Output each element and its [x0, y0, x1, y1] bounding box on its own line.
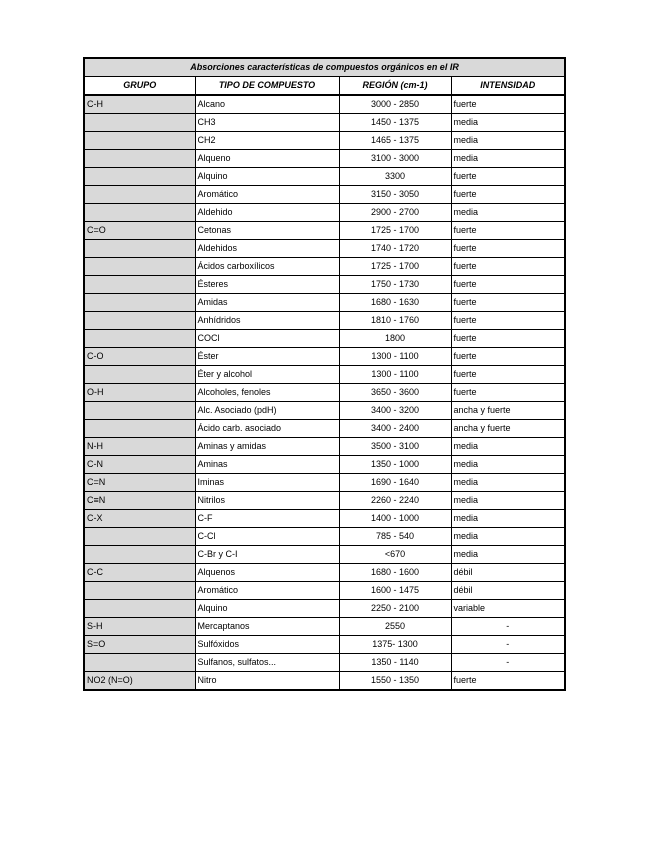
- cell-tipo: Sulfanos, sulfatos...: [195, 654, 339, 672]
- cell-region: 1465 - 1375: [339, 132, 451, 150]
- cell-region: 1300 - 1100: [339, 366, 451, 384]
- cell-intensidad: fuerte: [451, 384, 565, 402]
- ir-absorption-table: [83, 57, 566, 691]
- cell-intensidad: -: [451, 636, 565, 654]
- cell-grupo: C≡N: [84, 492, 195, 510]
- cell-tipo: Amidas: [195, 294, 339, 312]
- cell-tipo: Nitro: [195, 672, 339, 691]
- cell-tipo: CH3: [195, 114, 339, 132]
- cell-intensidad: fuerte: [451, 258, 565, 276]
- cell-intensidad: -: [451, 618, 565, 636]
- header-region: REGIÓN (cm-1): [339, 77, 451, 96]
- table-row: [84, 276, 565, 294]
- cell-grupo: S=O: [84, 636, 195, 654]
- cell-region: 3300: [339, 168, 451, 186]
- cell-intensidad: -: [451, 654, 565, 672]
- table-title-row: [84, 58, 565, 77]
- cell-grupo: [84, 186, 195, 204]
- cell-tipo: Aminas: [195, 456, 339, 474]
- cell-grupo: [84, 168, 195, 186]
- cell-tipo: Alc. Asociado (pdH): [195, 402, 339, 420]
- cell-region: 2260 - 2240: [339, 492, 451, 510]
- cell-region: 2900 - 2700: [339, 204, 451, 222]
- cell-grupo: [84, 402, 195, 420]
- table-row: [84, 95, 565, 114]
- table-row: [84, 168, 565, 186]
- cell-intensidad: media: [451, 132, 565, 150]
- table-row: [84, 420, 565, 438]
- cell-grupo: C-C: [84, 564, 195, 582]
- cell-region: 3400 - 3200: [339, 402, 451, 420]
- cell-intensidad: fuerte: [451, 672, 565, 691]
- cell-grupo: [84, 528, 195, 546]
- cell-tipo: Éster: [195, 348, 339, 366]
- table-row: [84, 564, 565, 582]
- cell-tipo: Alqueno: [195, 150, 339, 168]
- table-row: [84, 186, 565, 204]
- cell-region: 1300 - 1100: [339, 348, 451, 366]
- header-tipo: TIPO DE COMPUESTO: [195, 77, 339, 96]
- table-body: [84, 95, 565, 690]
- cell-grupo: N-H: [84, 438, 195, 456]
- cell-region: 1680 - 1630: [339, 294, 451, 312]
- cell-grupo: C-O: [84, 348, 195, 366]
- cell-tipo: Aromático: [195, 582, 339, 600]
- cell-region: 1690 - 1640: [339, 474, 451, 492]
- cell-intensidad: fuerte: [451, 240, 565, 258]
- cell-tipo: Ácido carb. asociado: [195, 420, 339, 438]
- table-row: [84, 654, 565, 672]
- cell-region: 1740 - 1720: [339, 240, 451, 258]
- cell-intensidad: media: [451, 114, 565, 132]
- table-row: [84, 636, 565, 654]
- cell-tipo: C-Br y C-I: [195, 546, 339, 564]
- cell-intensidad: media: [451, 474, 565, 492]
- table-row: [84, 240, 565, 258]
- cell-intensidad: fuerte: [451, 186, 565, 204]
- cell-tipo: C-Cl: [195, 528, 339, 546]
- table-row: [84, 294, 565, 312]
- cell-grupo: NO2 (N=O): [84, 672, 195, 691]
- cell-tipo: Mercaptanos: [195, 618, 339, 636]
- table-row: [84, 222, 565, 240]
- cell-region: 1725 - 1700: [339, 222, 451, 240]
- cell-grupo: [84, 582, 195, 600]
- cell-intensidad: fuerte: [451, 168, 565, 186]
- cell-region: 1350 - 1000: [339, 456, 451, 474]
- table-row: [84, 204, 565, 222]
- table-row: [84, 546, 565, 564]
- cell-grupo: [84, 258, 195, 276]
- cell-grupo: [84, 366, 195, 384]
- cell-grupo: [84, 150, 195, 168]
- table-row: [84, 582, 565, 600]
- cell-grupo: [84, 330, 195, 348]
- cell-tipo: Aminas y amidas: [195, 438, 339, 456]
- cell-intensidad: variable: [451, 600, 565, 618]
- cell-tipo: Alquenos: [195, 564, 339, 582]
- cell-region: 3400 - 2400: [339, 420, 451, 438]
- cell-tipo: Éter y alcohol: [195, 366, 339, 384]
- cell-intensidad: fuerte: [451, 366, 565, 384]
- cell-tipo: C-F: [195, 510, 339, 528]
- cell-intensidad: media: [451, 150, 565, 168]
- cell-region: 3000 - 2850: [339, 95, 451, 114]
- table-row: [84, 510, 565, 528]
- cell-intensidad: media: [451, 510, 565, 528]
- table-row: [84, 474, 565, 492]
- cell-region: 1400 - 1000: [339, 510, 451, 528]
- cell-region: 1750 - 1730: [339, 276, 451, 294]
- table-row: [84, 438, 565, 456]
- cell-grupo: O-H: [84, 384, 195, 402]
- table-row: [84, 600, 565, 618]
- header-intensidad: INTENSIDAD: [451, 77, 565, 96]
- cell-intensidad: fuerte: [451, 294, 565, 312]
- table-row: [84, 150, 565, 168]
- cell-grupo: [84, 132, 195, 150]
- cell-intensidad: media: [451, 438, 565, 456]
- cell-region: 1725 - 1700: [339, 258, 451, 276]
- header-grupo: GRUPO: [84, 77, 195, 96]
- table-row: [84, 618, 565, 636]
- cell-grupo: [84, 114, 195, 132]
- cell-region: 3100 - 3000: [339, 150, 451, 168]
- table-row: [84, 528, 565, 546]
- cell-tipo: Aldehido: [195, 204, 339, 222]
- cell-region: 1800: [339, 330, 451, 348]
- cell-grupo: [84, 204, 195, 222]
- cell-region: 3150 - 3050: [339, 186, 451, 204]
- table-row: [84, 366, 565, 384]
- cell-tipo: Alcano: [195, 95, 339, 114]
- table-row: [84, 402, 565, 420]
- table-row: [84, 492, 565, 510]
- table-row: [84, 258, 565, 276]
- cell-grupo: [84, 600, 195, 618]
- cell-tipo: Nitrilos: [195, 492, 339, 510]
- cell-tipo: Ésteres: [195, 276, 339, 294]
- cell-intensidad: débil: [451, 564, 565, 582]
- cell-region: 785 - 540: [339, 528, 451, 546]
- cell-grupo: [84, 276, 195, 294]
- cell-tipo: Aromático: [195, 186, 339, 204]
- cell-grupo: S-H: [84, 618, 195, 636]
- cell-intensidad: media: [451, 528, 565, 546]
- cell-intensidad: fuerte: [451, 95, 565, 114]
- table-row: [84, 384, 565, 402]
- cell-tipo: Aldehidos: [195, 240, 339, 258]
- table-header-row: [84, 77, 565, 96]
- cell-intensidad: media: [451, 492, 565, 510]
- cell-grupo: C=O: [84, 222, 195, 240]
- cell-tipo: Anhídridos: [195, 312, 339, 330]
- table-row: [84, 672, 565, 691]
- cell-intensidad: fuerte: [451, 276, 565, 294]
- cell-intensidad: fuerte: [451, 348, 565, 366]
- cell-tipo: Ácidos carboxílicos: [195, 258, 339, 276]
- cell-intensidad: débil: [451, 582, 565, 600]
- cell-grupo: C-H: [84, 95, 195, 114]
- cell-region: 1375- 1300: [339, 636, 451, 654]
- cell-region: 1350 - 1140: [339, 654, 451, 672]
- cell-grupo: [84, 654, 195, 672]
- cell-region: 3500 - 3100: [339, 438, 451, 456]
- cell-grupo: [84, 240, 195, 258]
- cell-intensidad: media: [451, 204, 565, 222]
- table-row: [84, 330, 565, 348]
- cell-region: 1450 - 1375: [339, 114, 451, 132]
- table-title: Absorciones características de compuestos orgánicos en el IR: [84, 58, 565, 77]
- cell-region: 1810 - 1760: [339, 312, 451, 330]
- cell-tipo: Sulfóxidos: [195, 636, 339, 654]
- cell-region: 1600 - 1475: [339, 582, 451, 600]
- table-row: [84, 348, 565, 366]
- cell-region: 1550 - 1350: [339, 672, 451, 691]
- cell-grupo: C-N: [84, 456, 195, 474]
- cell-region: 2550: [339, 618, 451, 636]
- cell-intensidad: fuerte: [451, 330, 565, 348]
- cell-tipo: Alquino: [195, 168, 339, 186]
- cell-grupo: C-X: [84, 510, 195, 528]
- table-row: [84, 456, 565, 474]
- cell-intensidad: ancha y fuerte: [451, 402, 565, 420]
- cell-tipo: Cetonas: [195, 222, 339, 240]
- cell-region: 1680 - 1600: [339, 564, 451, 582]
- cell-intensidad: media: [451, 456, 565, 474]
- cell-intensidad: fuerte: [451, 222, 565, 240]
- cell-grupo: [84, 294, 195, 312]
- table-row: [84, 132, 565, 150]
- cell-tipo: CH2: [195, 132, 339, 150]
- cell-region: 2250 - 2100: [339, 600, 451, 618]
- table-row: [84, 312, 565, 330]
- cell-grupo: [84, 420, 195, 438]
- cell-intensidad: ancha y fuerte: [451, 420, 565, 438]
- cell-tipo: COCl: [195, 330, 339, 348]
- cell-grupo: [84, 546, 195, 564]
- cell-intensidad: media: [451, 546, 565, 564]
- cell-tipo: Iminas: [195, 474, 339, 492]
- cell-intensidad: fuerte: [451, 312, 565, 330]
- cell-region: <670: [339, 546, 451, 564]
- cell-grupo: C=N: [84, 474, 195, 492]
- cell-grupo: [84, 312, 195, 330]
- cell-tipo: Alquino: [195, 600, 339, 618]
- cell-region: 3650 - 3600: [339, 384, 451, 402]
- table-row: [84, 114, 565, 132]
- cell-tipo: Alcoholes, fenoles: [195, 384, 339, 402]
